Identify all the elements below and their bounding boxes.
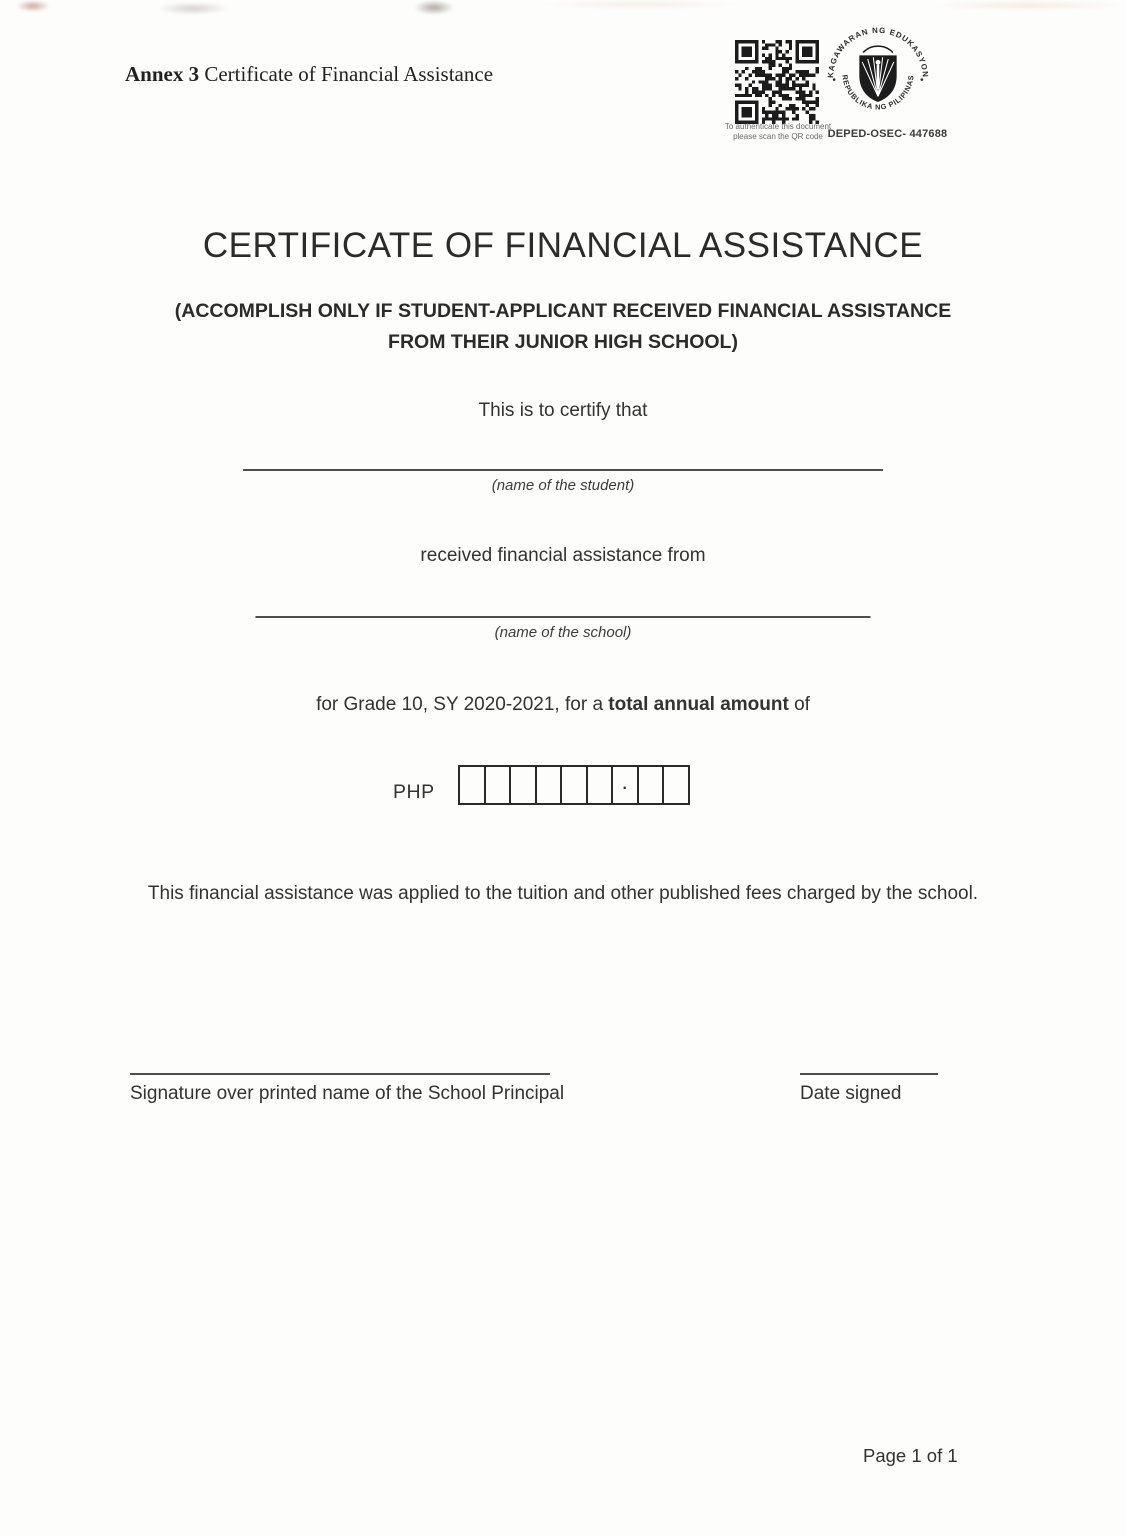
amount-line-suffix: of — [788, 694, 810, 715]
scan-artifact — [414, 0, 454, 15]
seal-separator-dot — [833, 78, 836, 81]
amount-cell-9[interactable] — [662, 765, 690, 805]
applied-paragraph: This financial assistance was applied to the tuition and other published fees charged by the school. — [147, 883, 979, 904]
page-number: Page 1 of 1 — [863, 1445, 958, 1466]
deped-seal — [822, 18, 934, 130]
annex-title: Certificate of Financial Assistance — [199, 62, 494, 86]
subtitle-line2: FROM THEIR JUNIOR HIGH SCHOOL) — [388, 331, 738, 353]
annex-label: Annex 3 — [125, 62, 200, 86]
date-signed-field[interactable] — [800, 1073, 938, 1075]
amount-boxes — [458, 765, 690, 805]
amount-line-bold: total annual amount — [608, 694, 789, 715]
seal-bottom-text: REPUBLIKA NG PILIPINAS — [840, 74, 916, 112]
scan-artifact — [16, 0, 50, 12]
currency-label: PHP — [393, 781, 435, 803]
scan-artifact — [540, 0, 740, 9]
seal-banner — [863, 46, 893, 52]
amount-cell-5[interactable] — [560, 765, 588, 805]
doc-code: DEPED-OSEC- 447688 — [827, 128, 948, 140]
qr-code-svg — [735, 40, 819, 124]
amount-cell-4[interactable] — [535, 765, 563, 805]
amount-line — [0, 694, 1126, 716]
school-name-caption: (name of the school) — [494, 624, 632, 641]
certificate-subtitle — [0, 296, 1126, 358]
amount-line-prefix: for Grade 10, SY 2020-2021, for a — [316, 694, 609, 715]
received-line: received financial assistance from — [420, 545, 706, 566]
qr-caption-line1: To authenticate this document — [724, 122, 832, 131]
date-signed-label: Date signed — [800, 1083, 902, 1104]
qr-code — [735, 40, 819, 124]
amount-cell-1[interactable] — [458, 765, 486, 805]
amount-cell-6[interactable] — [586, 765, 614, 805]
seal-flame — [876, 60, 881, 65]
seal-torch — [877, 65, 880, 89]
amount-cell-8[interactable] — [637, 765, 665, 805]
certify-line: This is to certify that — [478, 400, 648, 421]
amount-cell-7[interactable]: . — [611, 765, 639, 805]
qr-caption-line2: please scan the QR code — [733, 132, 823, 141]
scan-artifact — [930, 0, 1126, 11]
school-name-field[interactable] — [256, 616, 871, 618]
seal-separator-dot — [921, 78, 924, 81]
student-name-field[interactable] — [243, 469, 883, 471]
annex-header — [125, 62, 493, 87]
seal-top-text: KAGAWARAN NG EDUKASYON — [826, 25, 930, 79]
student-name-caption: (name of the student) — [491, 477, 635, 494]
subtitle-line1: (ACCOMPLISH ONLY IF STUDENT-APPLICANT RECEIVED FINANCIAL ASSISTANCE — [174, 300, 952, 322]
amount-cell-3[interactable] — [509, 765, 537, 805]
signature-field[interactable] — [130, 1073, 550, 1075]
signature-label: Signature over printed name of the School Principal — [130, 1083, 565, 1104]
amount-cell-2[interactable] — [484, 765, 512, 805]
seal-shield — [859, 46, 896, 102]
certificate-title: CERTIFICATE OF FINANCIAL ASSISTANCE — [202, 226, 924, 265]
scan-artifact — [158, 2, 228, 15]
